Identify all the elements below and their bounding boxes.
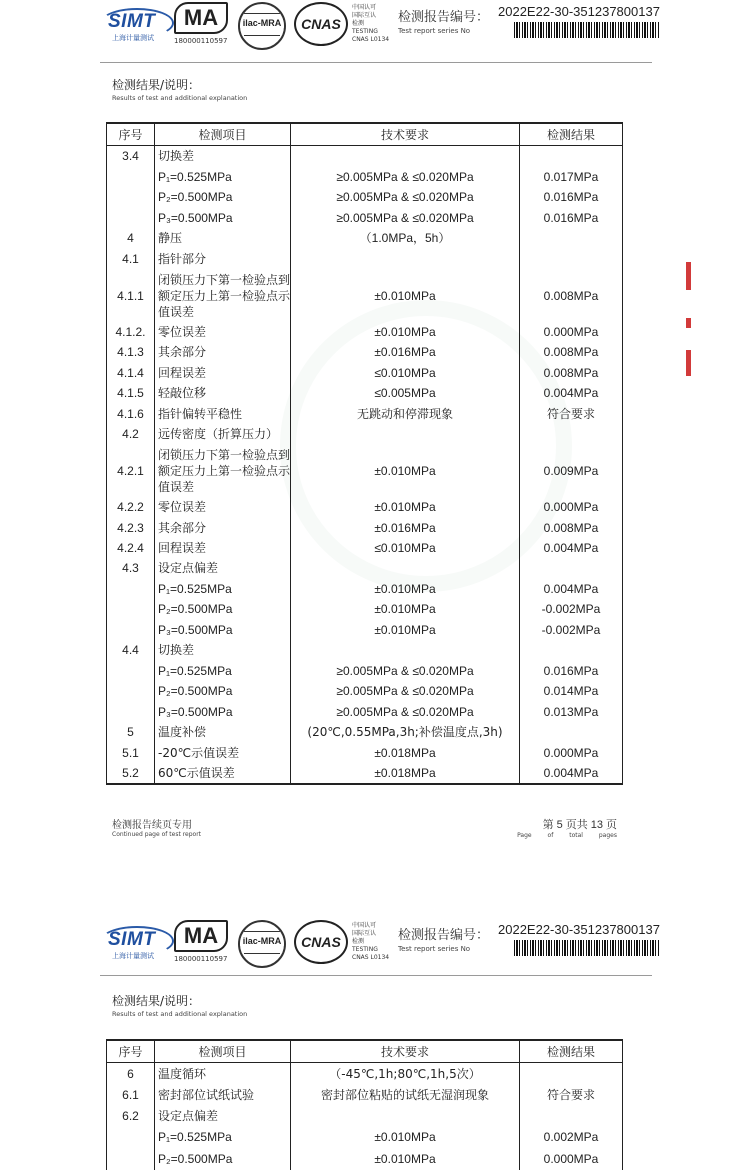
header-divider <box>100 975 652 976</box>
row-number <box>107 701 155 722</box>
table-row <box>107 763 623 784</box>
table-row <box>107 558 623 578</box>
row-item: P₁=0.525MPa <box>155 578 291 599</box>
row-result: 0.004MPa <box>520 763 623 784</box>
row-item: 指针部分 <box>155 248 291 269</box>
row-item: 60℃示值误差 <box>155 763 291 784</box>
row-number: 5.1 <box>107 742 155 763</box>
row-number: 4.4 <box>107 640 155 660</box>
row-result: -0.002MPa <box>520 599 623 619</box>
row-number: 4.2 <box>107 424 155 444</box>
row-number <box>107 1148 155 1170</box>
row-requirement <box>291 558 520 578</box>
row-number <box>107 681 155 701</box>
row-number: 6 <box>107 1063 155 1085</box>
row-result: 0.017MPa <box>520 166 623 187</box>
row-number: 4.1.1 <box>107 269 155 322</box>
cma-logo: MA 180000110597 <box>174 2 228 45</box>
simt-logo: SIMT 上海计量测试 <box>100 920 172 964</box>
row-item: 切换差 <box>155 146 291 167</box>
row-item: 设定点偏差 <box>155 1106 291 1126</box>
row-item: 远传密度（折算压力） <box>155 424 291 444</box>
row-requirement: ±0.016MPa <box>291 342 520 362</box>
row-result: 0.008MPa <box>520 517 623 538</box>
row-requirement <box>291 146 520 167</box>
table-row <box>107 722 623 742</box>
table-row <box>107 187 623 207</box>
row-item: 其余部分 <box>155 342 291 362</box>
row-number <box>107 660 155 681</box>
col-header-requirement: 技术要求 <box>291 123 520 146</box>
row-item: 密封部位试纸试验 <box>155 1084 291 1106</box>
logo-row <box>100 920 396 968</box>
row-requirement: ±0.010MPa <box>291 578 520 599</box>
row-requirement: ≥0.005MPa & ≤0.020MPa <box>291 681 520 701</box>
table-row <box>107 701 623 722</box>
row-number <box>107 619 155 640</box>
row-item: 零位误差 <box>155 322 291 342</box>
row-number: 4.1.2. <box>107 322 155 342</box>
table-row <box>107 742 623 763</box>
row-item: P₂=0.500MPa <box>155 599 291 619</box>
row-item: 轻敲位移 <box>155 383 291 403</box>
row-number: 5.2 <box>107 763 155 784</box>
row-item: 设定点偏差 <box>155 558 291 578</box>
table-row <box>107 660 623 681</box>
row-requirement: ±0.010MPa <box>291 1126 520 1148</box>
row-item: 回程误差 <box>155 538 291 558</box>
row-item: P₃=0.500MPa <box>155 701 291 722</box>
row-number: 4.2.2 <box>107 497 155 517</box>
row-item: 指针偏转平稳性 <box>155 403 291 424</box>
row-number: 6.2 <box>107 1106 155 1126</box>
row-result <box>520 228 623 248</box>
row-result: 0.004MPa <box>520 578 623 599</box>
row-result: 0.000MPa <box>520 1148 623 1170</box>
row-number: 4.2.3 <box>107 517 155 538</box>
cma-number: 180000110597 <box>174 955 228 963</box>
table-row <box>107 383 623 403</box>
row-requirement: ±0.018MPa <box>291 742 520 763</box>
row-requirement <box>291 248 520 269</box>
row-result: 0.008MPa <box>520 269 623 322</box>
row-number <box>107 166 155 187</box>
table-row <box>107 362 623 383</box>
cma-logo: MA 180000110597 <box>174 920 228 963</box>
row-requirement: ±0.010MPa <box>291 497 520 517</box>
table-row <box>107 403 623 424</box>
cma-number: 180000110597 <box>174 37 228 45</box>
row-requirement: ±0.018MPa <box>291 763 520 784</box>
row-number: 5 <box>107 722 155 742</box>
table-row <box>107 517 623 538</box>
cnas-logo: CNAS 中国认可 国际互认 检测 TESTING CNAS L0134 <box>294 920 396 964</box>
simt-logo: SIMT 上海计量测试 <box>100 2 172 46</box>
row-item: 温度循环 <box>155 1063 291 1085</box>
table-row <box>107 1126 623 1148</box>
row-requirement: ±0.010MPa <box>291 599 520 619</box>
row-item: 闭锁压力下第一检验点到额定压力上第一检验点示值误差 <box>155 269 291 322</box>
row-result: 0.008MPa <box>520 342 623 362</box>
row-result: 0.014MPa <box>520 681 623 701</box>
row-requirement: （1.0MPa，5h） <box>291 228 520 248</box>
row-requirement: ≥0.005MPa & ≤0.020MPa <box>291 660 520 681</box>
row-item: 其余部分 <box>155 517 291 538</box>
row-number <box>107 599 155 619</box>
page-counter: 第 5 页共 13 页 Page of total pages <box>517 818 617 839</box>
row-requirement: ≤0.010MPa <box>291 538 520 558</box>
table-header-row <box>107 1040 623 1063</box>
row-item: P₂=0.500MPa <box>155 1148 291 1170</box>
row-item: P₃=0.500MPa <box>155 619 291 640</box>
report-number: 检测报告编号： Test report series No 2022E22-30-351237800137 <box>398 4 660 35</box>
report-header <box>0 918 750 980</box>
row-number: 4.1 <box>107 248 155 269</box>
row-item: 静压 <box>155 228 291 248</box>
barcode <box>514 22 660 38</box>
table-row <box>107 681 623 701</box>
row-result <box>520 558 623 578</box>
row-item: 切换差 <box>155 640 291 660</box>
table-row <box>107 578 623 599</box>
row-result: 0.009MPa <box>520 444 623 497</box>
col-header-result: 检测结果 <box>520 1040 623 1063</box>
seal-edge-mark <box>686 350 691 376</box>
ilac-mra-logo: ilac-MRA <box>238 2 286 50</box>
row-number: 4.2.1 <box>107 444 155 497</box>
table-row <box>107 640 623 660</box>
row-requirement: ≥0.005MPa & ≤0.020MPa <box>291 207 520 228</box>
row-item: 温度补偿 <box>155 722 291 742</box>
row-result: 0.013MPa <box>520 701 623 722</box>
row-result: 0.000MPa <box>520 742 623 763</box>
row-requirement <box>291 640 520 660</box>
row-requirement: ±0.010MPa <box>291 1148 520 1170</box>
table-row <box>107 166 623 187</box>
row-number <box>107 578 155 599</box>
row-requirement: ±0.010MPa <box>291 269 520 322</box>
row-result <box>520 640 623 660</box>
row-item: P₁=0.525MPa <box>155 1126 291 1148</box>
table-row <box>107 1148 623 1170</box>
row-requirement: ≥0.005MPa & ≤0.020MPa <box>291 166 520 187</box>
col-header-requirement: 技术要求 <box>291 1040 520 1063</box>
page-footer: 检测报告续页专用 Continued page of test report 第 5 页共 13 页 Page of total pages <box>112 818 617 839</box>
row-number: 6.1 <box>107 1084 155 1106</box>
table-row <box>107 497 623 517</box>
row-number <box>107 187 155 207</box>
row-item: P₂=0.500MPa <box>155 187 291 207</box>
row-result: 0.004MPa <box>520 538 623 558</box>
row-requirement: ≥0.005MPa & ≤0.020MPa <box>291 701 520 722</box>
row-result: 符合要求 <box>520 1084 623 1106</box>
row-item: -20℃示值误差 <box>155 742 291 763</box>
header-divider <box>100 62 652 63</box>
row-number: 3.4 <box>107 146 155 167</box>
row-requirement: （-45℃,1h;80℃,1h,5次） <box>291 1063 520 1085</box>
row-result <box>520 146 623 167</box>
row-item: P₃=0.500MPa <box>155 207 291 228</box>
report-header <box>0 0 750 62</box>
row-result: 0.000MPa <box>520 322 623 342</box>
row-result <box>520 1063 623 1085</box>
row-requirement: ≥0.005MPa & ≤0.020MPa <box>291 187 520 207</box>
row-requirement: ≤0.010MPa <box>291 362 520 383</box>
row-number <box>107 207 155 228</box>
row-item: P₁=0.525MPa <box>155 166 291 187</box>
col-header-item: 检测项目 <box>155 1040 291 1063</box>
row-requirement <box>291 424 520 444</box>
row-number: 4.1.3 <box>107 342 155 362</box>
table-row <box>107 1106 623 1126</box>
table-row <box>107 342 623 362</box>
cnas-logo: CNAS 中国认可 国际互认 检测 TESTING CNAS L0134 <box>294 2 396 46</box>
row-item: 零位误差 <box>155 497 291 517</box>
row-number <box>107 1126 155 1148</box>
table-row <box>107 1063 623 1085</box>
report-number-value: 2022E22-30-351237800137 <box>498 4 660 19</box>
row-result: 0.008MPa <box>520 362 623 383</box>
barcode <box>514 940 660 956</box>
row-item: P₁=0.525MPa <box>155 660 291 681</box>
row-requirement: 密封部位粘贴的试纸无湿润现象 <box>291 1084 520 1106</box>
row-result <box>520 248 623 269</box>
row-number: 4.1.4 <box>107 362 155 383</box>
table-row <box>107 269 623 322</box>
row-result: 0.002MPa <box>520 1126 623 1148</box>
col-header-no: 序号 <box>107 123 155 146</box>
report-number-value: 2022E22-30-351237800137 <box>498 922 660 937</box>
row-requirement: ≤0.005MPa <box>291 383 520 403</box>
row-requirement: (20℃,0.55MPa,3h;补偿温度点,3h) <box>291 722 520 742</box>
col-header-result: 检测结果 <box>520 123 623 146</box>
table-header-row <box>107 123 623 146</box>
row-result <box>520 1106 623 1126</box>
row-item: 闭锁压力下第一检验点到额定压力上第一检验点示值误差 <box>155 444 291 497</box>
table-row <box>107 228 623 248</box>
row-result: 0.016MPa <box>520 660 623 681</box>
table-row <box>107 424 623 444</box>
section-title: 检测结果/说明： Results of test and additional explanation <box>112 78 248 102</box>
col-header-item: 检测项目 <box>155 123 291 146</box>
row-result: -0.002MPa <box>520 619 623 640</box>
table-row <box>107 619 623 640</box>
row-requirement: ±0.010MPa <box>291 619 520 640</box>
row-result: 0.004MPa <box>520 383 623 403</box>
row-number: 4.3 <box>107 558 155 578</box>
row-result: 符合要求 <box>520 403 623 424</box>
section-title: 检测结果/说明： Results of test and additional explanation <box>112 994 248 1018</box>
row-requirement <box>291 1106 520 1126</box>
seal-edge-mark <box>686 262 691 290</box>
table-row <box>107 248 623 269</box>
report-number: 检测报告编号： Test report series No 2022E22-30-351237800137 <box>398 922 660 953</box>
row-result: 0.016MPa <box>520 207 623 228</box>
row-number: 4.1.6 <box>107 403 155 424</box>
row-number: 4.2.4 <box>107 538 155 558</box>
row-number: 4 <box>107 228 155 248</box>
table-row <box>107 207 623 228</box>
row-result: 0.016MPa <box>520 187 623 207</box>
row-result: 0.000MPa <box>520 497 623 517</box>
seal-edge-mark <box>686 318 691 328</box>
table-row <box>107 444 623 497</box>
row-requirement: ±0.010MPa <box>291 444 520 497</box>
logo-row <box>100 2 396 50</box>
report-page-2 <box>0 918 750 1174</box>
table-row <box>107 538 623 558</box>
results-table <box>106 1039 623 1170</box>
row-item: P₂=0.500MPa <box>155 681 291 701</box>
table-row <box>107 146 623 167</box>
table-row <box>107 322 623 342</box>
row-result <box>520 722 623 742</box>
row-requirement: 无跳动和停滞现象 <box>291 403 520 424</box>
results-table <box>106 122 623 785</box>
row-requirement: ±0.016MPa <box>291 517 520 538</box>
ilac-mra-logo: ilac-MRA <box>238 920 286 968</box>
row-number: 4.1.5 <box>107 383 155 403</box>
row-result <box>520 424 623 444</box>
col-header-no: 序号 <box>107 1040 155 1063</box>
row-requirement: ±0.010MPa <box>291 322 520 342</box>
table-row <box>107 1084 623 1106</box>
table-row <box>107 599 623 619</box>
row-item: 回程误差 <box>155 362 291 383</box>
